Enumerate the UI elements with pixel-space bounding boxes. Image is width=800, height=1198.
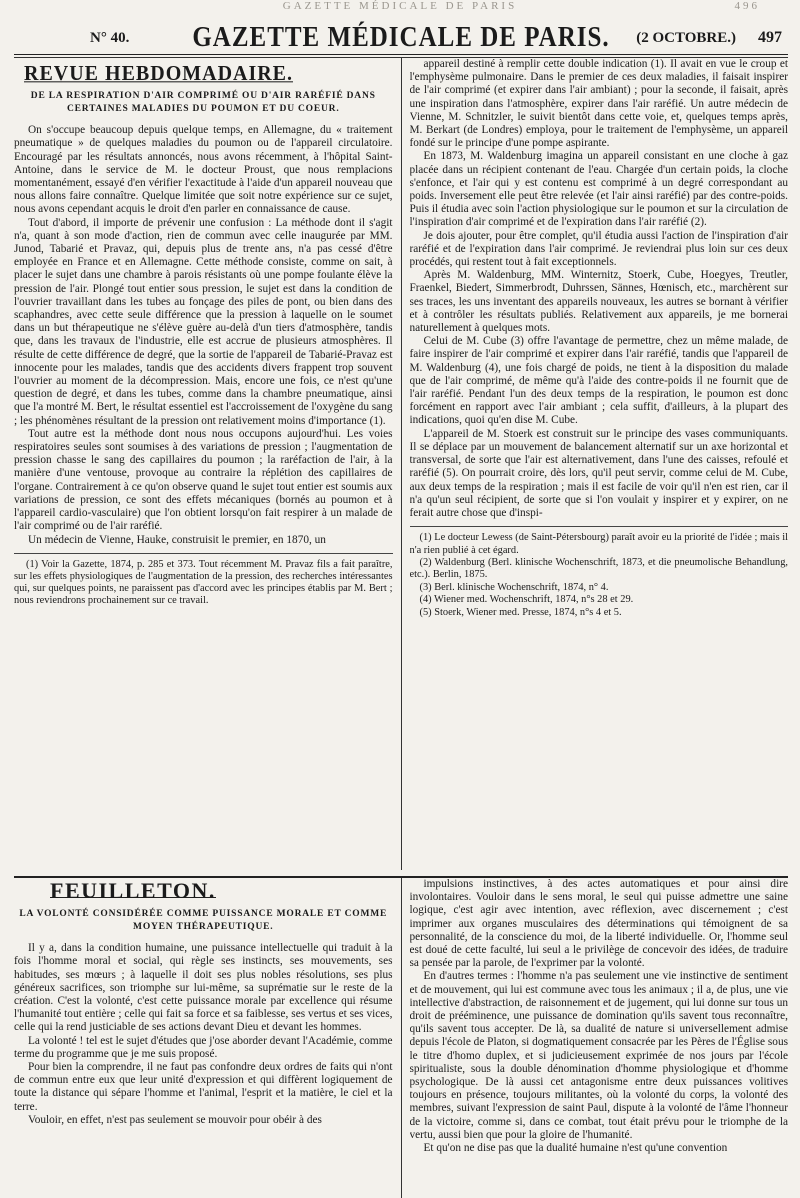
bleed-through-page-number: 496: [734, 0, 760, 12]
revue-heading: REVUE HEBDOMADAIRE.: [24, 62, 294, 86]
feuilleton-left-column: [14, 878, 393, 1198]
footnotes-right: [410, 526, 789, 619]
revue-subtitle: DE LA RESPIRATION D'AIR COMPRIMÉ OU D'AIR RARÉFIÉ DANS CERTAINES MALADIES DU POUMON ET DU COEUR.: [30, 91, 376, 115]
masthead: [14, 16, 788, 52]
article-paragraph: Tout autre est la méthode dont nous nous occupons aujourd'hui. Les voies respiratoires seules sont soumises à des variations de pression ; l'augmentation de pression chasse le sang des capillaires du poumon ; la raréfaction de l'air, à la manière d'une ventouse, provoque au contraire la réplétion des capillaires de l'organe. Contrairement à ce qu'on observe quand le sujet tout entier est soumis aux variations de pression, ce sont des effets mécaniques (bornés au poumon et à l'appareil cardio-vasculaire) que l'on obtient lorsqu'on fait respirer à un malade de l'air comprimé ou de l'air raréfié.: [14, 427, 393, 533]
article-paragraph: Pour bien la comprendre, il ne faut pas confondre deux ordres de faits qui n'ont de commun entre eux que leur unité d'expression et qui diffèrent logiquement de toute la distance qui sépare l'homme et l'animal, l'esprit et la matière, le ciel et la terre.: [14, 1061, 393, 1113]
page-number: 497: [758, 29, 782, 46]
article-paragraph: Un médecin de Vienne, Hauke, construisit le premier, en 1870, un: [28, 533, 326, 546]
bleed-through-header: [0, 0, 800, 14]
article-paragraph: En d'autres termes : l'homme n'a pas seulement une vie instinctive de sentiment et de mouvement, qui lui est commune avec tous les animaux ; il a, de plus, une vie intellective d'abstraction, de raisonnement et de jugement, qui lui donne sur tous un droit de prééminence, une puissance de domination qu'ils savent tous reconnaître, qu'ils savent tous accepter. De là, sa dualité de nature si universellement admise depuis l'école de Platon, si dogmatiquement consacrée par les Pères de l'Église sous le titre d'homo duplex, et si judicieusement exprimée de nos jours par l'école spiritualiste, sous la double dénomination d'homme physiologique et d'homme psychologique. De là aussi cet antagonisme entre deux puissances volitives toujours en présence, toujours militantes, où la volonté du corps, la volonté des membres, suivant l'expression de saint Paul, dispute à la volonté de l'âme l'honneur de la victoire, comme si, dans ce combat, tout était prévu pour le triomphe de la vertu, aussi bien que pour la gloire de l'humanité.: [409, 970, 788, 1141]
column-divider: [401, 878, 402, 1198]
revue-section: [14, 58, 788, 870]
feuilleton-subtitle: LA VOLONTÉ CONSIDÉRÉE COMME PUISSANCE MORALE ET COMME MOYEN THÉRAPEUTIQUE.: [19, 909, 388, 933]
revue-right-column: [410, 58, 789, 870]
article-paragraph: La volonté ! tel est le sujet d'études que j'ose aborder devant l'Académie, comme terme du programme que je me suis proposé.: [14, 1034, 393, 1060]
revue-left-column: [14, 58, 393, 870]
article-paragraph: On s'occupe beaucoup depuis quelque temps, en Allemagne, du « traitement pneumatique » de quelques maladies du poumon ou de l'appareil circulatoire. Encouragé par les résultats annoncés, nous avons récemment, à l'hôpital Saint-Antoine, dans le service de M. le docteur Proust, que nous remplacions momentanément, essayé d'en vérifier l'exactitude à l'aide d'un appareil nouveau que nous allons faire connaître. Quelque limitée que soit notre expérience sur ce sujet, nous avons cependant acquis le droit d'en parler en connaissance de cause.: [14, 124, 393, 216]
issue-date: (2 OCTOBRE.): [636, 30, 736, 46]
journal-title: GAZETTE MÉDICALE DE PARIS.: [192, 21, 610, 53]
article-paragraph: Il y a, dans la condition humaine, une puissance intellectuelle qui traduit à la fois l'homme moral et social, qui règle ses instincts, ses mouvements, ses habitudes, ses mœurs ; à laquelle il doit ses plus nobles résolutions, ses plus généreux sacrifices, son triomphe sur lui-même, sa suprématie sur le reste de la création. C'est la volonté, c'est cette puissance morale par excellence qui résume l'humanité tout entière ; celle qui fait sa force et sa faiblesse, ses vertus et ses vices, celle qui la rend justiciable de ses actions devant Dieu et devant les hommes.: [14, 942, 393, 1034]
feuilleton-right-column: [410, 878, 789, 1198]
footnotes-left: [14, 553, 393, 608]
article-paragraph: Après M. Waldenburg, MM. Winternitz, Stoerk, Cube, Hoegyes, Treutler, Fraenkel, Biedert, Simmerbrodt, Duhrssen, Sännes, Hœnisch, etc., marchèrent sur ses traces, les uns inventant des appareils nouveaux, les autres se bornant à vérifier et à contrôler les résultats publiés. Relativement aux appareils, je me bornerai naturellement à quelques mots.: [409, 269, 788, 335]
article-paragraph: En 1873, M. Waldenburg imagina un appareil consistant en une cloche à gaz placée dans un récipient contenant de l'eau. Chargée d'un certain poids, la cloche s'enfonce, et l'air qui y est contenu est comprimé à un degré correspondant au poids. Inversement elle peut être relevée (et l'air ainsi raréfié) par des contre-poids. Puis il étudia avec soin l'action physiologique sur le poumon et sur la circulation de l'inspiration d'air comprimé et de l'expiration dans l'air raréfié (2).: [409, 150, 788, 229]
footnote: (2) Waldenburg (Berl. klinische Wochenschrift, 1873, et die pneumolische Behandlung, etc.). Berlin, 1875.: [409, 556, 788, 581]
footnote: (3) Berl. klinische Wochenschrift, 1874, n° 4.: [419, 581, 609, 593]
footnote: (1) Le docteur Lewess (de Saint-Pétersbourg) paraît avoir eu la priorité de l'idée ; mais il n'a rien publié à cet égard.: [409, 532, 788, 556]
column-divider: [401, 58, 402, 870]
footnote: (5) Stoerk, Wiener med. Presse, 1874, n°s 4 et 5.: [419, 606, 622, 618]
article-paragraph: Tout d'abord, il importe de prévenir une confusion : La méthode dont il s'agit n'a, quant à son mode d'action, rien de commun avec celle inaugurée par MM. Junod, Tabarié et Pravaz, qui, depuis plus de trente ans, n'a pas cessé d'être employée en France et en Allemagne. Cette méthode consiste, comme on sait, à placer le sujet dans une chambre à parois résistants où une pompe foulante élève la pression de l'air. Plongé tout entier sous pression, le sujet est dans la condition de l'ouvrier travaillant dans les tubes au fonçage des piles de pont, ou bien dans des scaphandres, avec cette seule différence que la pression à laquelle on le soumet dans un but thérapeutique ne s'élève guère au-delà d'un tiers d'atmosphère, tandis que, dans les travaux de l'industrie, elle est accrue de plusieurs atmosphères. Il résulte de cette différence de degré, que la sortie de l'appareil de Tabarié-Pravaz est innocente pour les malades, tandis que des accidents divers frappent trop souvent l'ouvrier au moment de la décompression. Mais, encore une fois, ce n'est qu'une question de degré, et dans les tubes, comme dans la chambre pneumatique, ainsi que l'a montré M. Bert, le résultat essentiel est l'accroissement de l'oxygène du sang ; les phénomènes résultant de la pression ont relativement moins d'importance (1).: [14, 216, 393, 427]
feuilleton-heading: FEUILLETON.: [50, 878, 216, 903]
masthead-rule: [14, 54, 788, 55]
article-paragraph: impulsions instinctives, à des actes automatiques et pour ainsi dire involontaires. Vouloir dans le sens moral, le seul qui puisse admettre une saine logique, c'est agir avec intention, avec réflexion, avec discernement ; c'est imprimer aux organes musculaires des déterminations qui témoignent de sa personnalité, de la conscience du moi, de la liberté individuelle. Or, l'homme seul est doué de cette faculté, lui seul a le privilège de concevoir des idées, de traduire sa pensée par la parole, de l'exprimer par la volonté.: [409, 878, 788, 970]
article-paragraph: Et qu'on ne dise pas que la dualité humaine n'est qu'une convention: [423, 1142, 728, 1155]
article-paragraph: Vouloir, en effet, n'est pas seulement se mouvoir pour obéir à des: [28, 1113, 322, 1126]
article-paragraph: Je dois ajouter, pour être complet, qu'il étudia aussi l'action de l'inspiration d'air raréfié et de l'expiration dans l'air comprimé. Je reviendrai plus loin sur ces deux procédés, qui restent tout à fait exceptionnels.: [409, 229, 788, 269]
issue-number: N° 40.: [90, 30, 130, 46]
bleed-through-title: GAZETTE MÉDICALE DE PARIS: [282, 0, 518, 12]
feuilleton-section: [14, 878, 788, 1198]
article-paragraph: Celui de M. Cube (3) offre l'avantage de permettre, chez un même malade, de faire inspirer de l'air comprimé et expirer dans l'air raréfié, tandis que l'appareil de M. Waldenburg (4), une fois chargé de poids, ne tient à la disposition du malade que de l'air comprimé, de même qu'à l'aide des contre-poids il ne fournit que de l'air raréfié. Pendant l'un des deux temps de la respiration, le poumon est donc forcément en rapport avec l'air ambiant ; cela suffit, d'ailleurs, à la plupart des indications, quoi qu'en dise M. Cube.: [409, 335, 788, 427]
article-paragraph: appareil destiné à remplir cette double indication (1). Il avait en vue le croup et l'emphysème pulmonaire. Dans le premier de ces deux maladies, il faisait inspirer de l'air comprimé (et expirer dans l'air ambiant) ; pour la seconde, il faisait, après une inspiration dans l'atmosphère, expirer dans l'air raréfié. Un autre médecin de Vienne, M. Schnitzler, le suivit bientôt dans cette voie, et, quelques temps après, M. Berkart (de Londres) employa, pour le traitement de l'emphysème, un appareil fondé sur le principe d'une pompe aspirante.: [409, 58, 788, 150]
article-paragraph: L'appareil de M. Stoerk est construit sur le principe des vases communiquants. Il se déplace par un mouvement de balancement alternatif sur un axe horizontal et transversal, de sorte que l'air est alternativement, dans l'une des caisses, refoulé et raréfié (5). On pourrait croire, dès lors, qu'il peut servir, comme celui de M. Cube, aux deux temps de la respiration ; mais il est facile de voir qu'il n'en est rien, car il n'a qu'un seul récipient, de sorte que si l'on voulait y inspirer et y expirer, on ne ferait autre chose que d'inspi-: [409, 427, 788, 519]
footnote: (4) Wiener med. Wochenschrift, 1874, n°s 28 et 29.: [419, 594, 634, 606]
footnote: (1) Voir la Gazette, 1874, p. 285 et 373. Tout récemment M. Pravaz fils a fait paraître, sur les effets physiologiques de l'augmentation de la pression, des recherches intéressantes qui, sur quelques points, ne paraissent pas d'accord avec les principes établis par M. Bert ; nous reviendrons prochainement sur ce travail.: [14, 558, 393, 607]
